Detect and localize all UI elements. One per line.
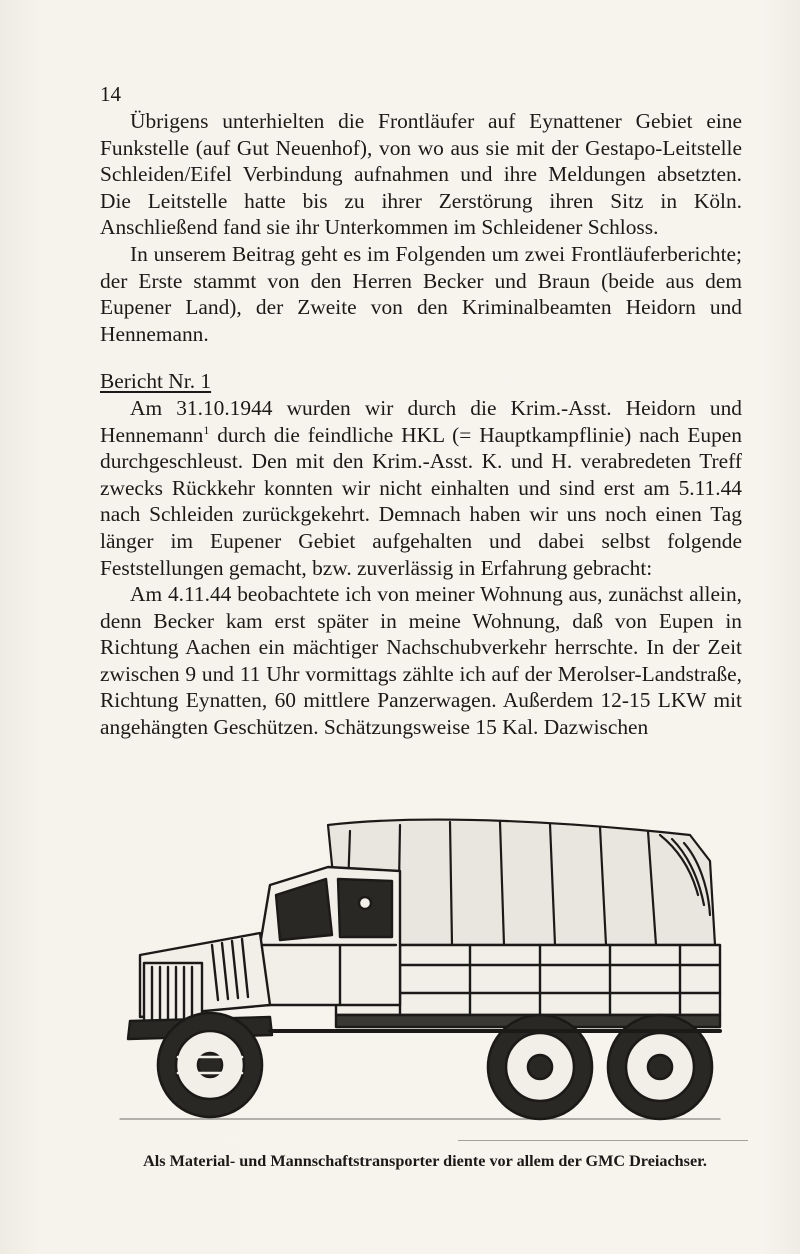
paragraph-2: In unserem Beitrag geht es im Folgenden um zwei Frontläuferberichte; der Erste stammt von den Herren Becker und Braun (beide aus dem Eupener Land), der Zweite von den Kriminalbeamten Heidorn und Hennemann. bbox=[100, 241, 742, 346]
truck-cab bbox=[250, 867, 400, 1005]
page-number: 14 bbox=[100, 82, 121, 106]
paragraph-4: Am 4.11.44 beobachtete ich von meiner Wohnung aus, zunächst allein, denn Becker kam erst später in meine Wohnung, daß von Eupen in Richtung Aachen ein mächtiger Nachschubverkehr herrschte. In der Zeit zwischen 9 und 11 Uhr vormittags zählte ich auf der Merolser-Landstraße, Richtung Eynatten, 60 mittlere Panzerwagen. Außerdem 12-15 LKW mit angehängten Geschützen. Schätzungsweise 15 Kal. Dazwischen bbox=[100, 582, 742, 740]
paragraph-3-part1: Am 31.10.1944 wurden wir durch die Krim.-Asst. Heidorn und Hennemann bbox=[100, 395, 742, 447]
truck-illustration bbox=[100, 795, 740, 1135]
figure-caption: Als Material- und Mannschaftstransporter diente vor allem der GMC Dreiachser. bbox=[143, 1152, 707, 1170]
truck-wheels bbox=[158, 1013, 712, 1119]
front-wheel bbox=[158, 1013, 262, 1117]
caption-rule bbox=[458, 1140, 748, 1141]
report-heading bbox=[100, 347, 742, 395]
paragraph-3-part2: durch die feindliche HKL (= Hauptkampflinie) nach Eupen durchgeschleust. Den mit den Krim.-Asst. K. und H. verabredeten Treff zwecks Rückkehr konnten wir nicht einhalten und sind erst am 5.11.44 nach Schleiden zurückgekehrt. Demnach haben wir uns noch einen Tag länger im Eupener Gebiet aufgehalten und dabei selbst folgende Feststellungen gemacht, bzw. zuverlässig in Erfahrung gebracht: bbox=[100, 422, 742, 580]
body-text bbox=[100, 108, 742, 741]
report-heading-text: Bericht Nr. 1 bbox=[100, 369, 212, 394]
paragraph-1: Übrigens unterhielten die Frontläufer auf Eynattener Gebiet eine Funkstelle (auf Gut Neuenhof), von wo aus sie mit der Gestapo-Leitstelle Schleiden/Eifel Verbindung aufnahmen und ihre Meldungen absetzten. Die Leitstelle hatte bis zu ihrer Zerstörung ihren Sitz in Köln. Anschließend fand sie ihr Unterkommen im Schleidener Schloss. bbox=[100, 109, 742, 240]
footnote-marker: 1 bbox=[203, 422, 210, 437]
paragraph-3 bbox=[100, 395, 742, 581]
